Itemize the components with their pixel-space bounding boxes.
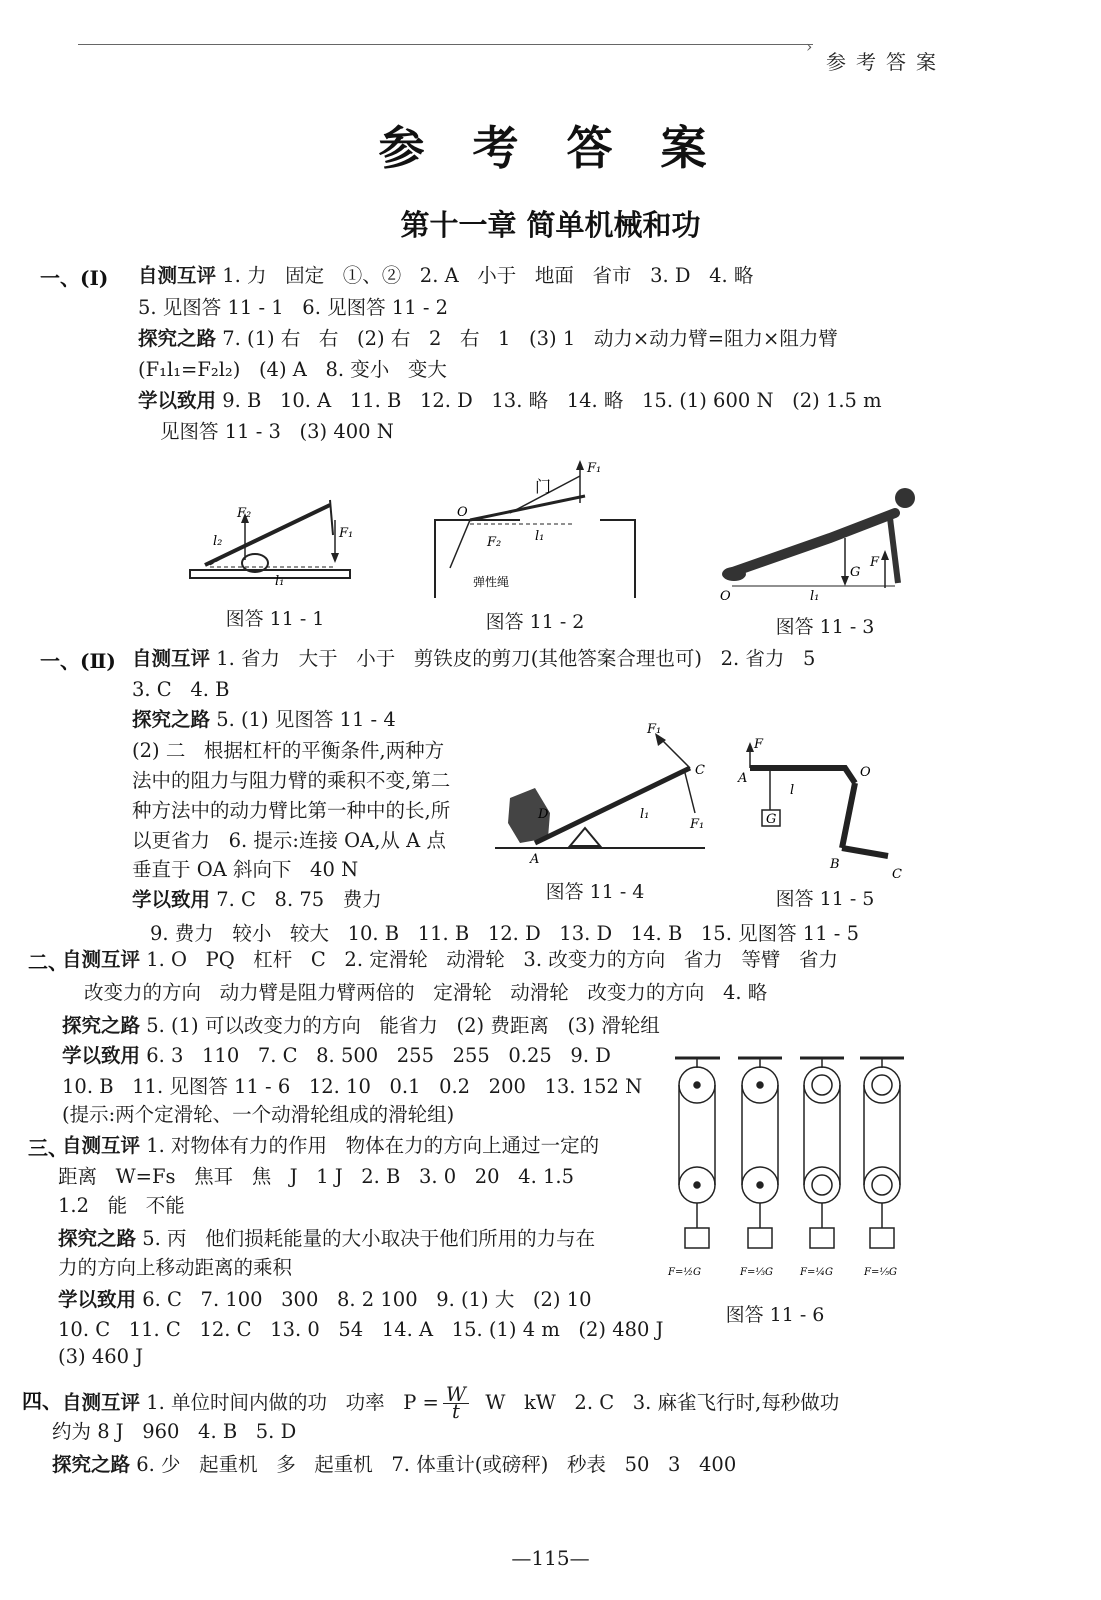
s2-line6: (提示:两个定滑轮、一个动滑轮组成的滑轮组) [62, 1103, 455, 1126]
tag: 自测互评 [62, 1134, 141, 1157]
power-fraction [443, 1383, 469, 1423]
s4-line1 [62, 1383, 840, 1423]
s1a-line1 [138, 264, 753, 288]
tag: 自测互评 [132, 647, 211, 670]
text: 1. O PQ 杠杆 C 2. 定滑轮 动滑轮 3. 改变力的方向 省力 等臂 省力 [140, 948, 838, 971]
page-number: —115— [511, 1546, 590, 1570]
caption-11-3: 图答 11 - 3 [775, 616, 875, 638]
figure-11-1 [185, 475, 355, 600]
svg-text:F₁: F₁ [647, 722, 662, 737]
tag: 探究之路 [138, 327, 217, 350]
figure-11-5 [730, 738, 910, 883]
page-title: 参 考 答 案 [378, 121, 723, 175]
section-label-2: 二、 [28, 950, 68, 974]
tag: 学以致用 [132, 888, 211, 911]
tag: 自测互评 [62, 1391, 141, 1414]
s3-line2: 距离 W=Fs 焦耳 焦 J 1 J 2. B 3. 0 20 4. 1.5 [58, 1165, 574, 1188]
spring-label: 弹性绳 [473, 575, 510, 589]
tag: 学以致用 [138, 389, 217, 412]
text: 7. (1) 右 右 (2) 右 2 右 1 (3) 1 动力×动力臂=阻力×阻力臂 [216, 327, 838, 350]
section-label-1a: 一、(Ⅰ) [40, 266, 109, 290]
pulley-label-2: F=⅓G [740, 1267, 773, 1278]
s1b-line5: 法中的阻力与阻力臂的乘积不变,第二 [132, 769, 451, 792]
s1a-line4: (F₁l₁=F₂l₂) (4) A 8. 变小 变大 [138, 358, 447, 381]
caption-11-4: 图答 11 - 4 [545, 881, 645, 903]
text: 1. 省力 大于 小于 剪铁皮的剪刀(其他答案合理也可) 2. 省力 5 [210, 647, 816, 670]
caption-11-5: 图答 11 - 5 [775, 888, 875, 910]
caption-11-1: 图答 11 - 1 [225, 608, 325, 630]
s1b-line3 [132, 708, 396, 732]
text: 5. (1) 见图答 11 - 4 [210, 708, 396, 731]
s2-line1 [62, 948, 838, 972]
tag: 学以致用 [58, 1288, 137, 1311]
section-label-4: 四、 [22, 1389, 62, 1413]
s2-line5: 10. B 11. 见图答 11 - 6 12. 10 0.1 0.2 200 13. 152 N [62, 1075, 643, 1098]
s3-line8: (3) 460 J [58, 1345, 144, 1368]
header-arrow-icon: › [806, 37, 813, 56]
pulley-label-1: F=½G [668, 1267, 701, 1278]
text: 6. 3 110 7. C 8. 500 255 255 0.25 9. D [140, 1044, 611, 1067]
pulley-label-3: F=¼G [800, 1267, 833, 1278]
s1b-line9 [132, 888, 382, 912]
svg-text:F₁: F₁ [587, 461, 602, 476]
svg-text:O: O [457, 505, 468, 520]
svg-text:F₁: F₁ [690, 817, 705, 832]
svg-text:l₁: l₁ [535, 529, 545, 544]
s1b-line1 [132, 647, 815, 671]
svg-text:F₂: F₂ [237, 506, 252, 521]
text: 6. C 7. 100 300 8. 2 100 9. (1) 大 (2) 10 [136, 1288, 592, 1311]
svg-text:O: O [720, 589, 731, 603]
s1b-line2: 3. C 4. B [132, 678, 230, 701]
text: 1. 力 固定 ①、② 2. A 小于 地面 省市 3. D 4. 略 [216, 264, 754, 287]
s3-line4 [58, 1227, 595, 1251]
svg-text:l₂: l₂ [213, 534, 223, 549]
s3-line1 [62, 1134, 599, 1158]
figure-11-6 [660, 1050, 920, 1285]
figure-11-3 [710, 478, 920, 603]
svg-text:G: G [766, 812, 777, 827]
s1b-line7: 以更省力 6. 提示:连接 OA,从 A 点 [132, 829, 446, 852]
text: 9. B 10. A 11. B 12. D 13. 略 14. 略 15. (1) 600 N (2) 1.5 m [216, 389, 882, 412]
tag: 探究之路 [52, 1453, 131, 1476]
s1a-line5 [138, 389, 882, 413]
s4-line2: 约为 8 J 960 4. B 5. D [52, 1420, 297, 1443]
svg-text:F: F [870, 555, 880, 570]
text: W kW 2. C 3. 麻雀飞行时,每秒做功 [472, 1391, 840, 1414]
s2-line2: 改变力的方向 动力臂是阻力臂两倍的 定滑轮 动滑轮 改变力的方向 4. 略 [84, 981, 768, 1004]
s3-line6 [58, 1288, 592, 1312]
s3-line7: 10. C 11. C 12. C 13. 0 54 14. A 15. (1) 4 m (2) 480 J [58, 1318, 664, 1341]
header-text: 参考答案 [826, 50, 946, 74]
svg-text:l₁: l₁ [640, 807, 650, 822]
s1b-line10: 9. 费力 较小 较大 10. B 11. B 12. D 13. D 14. B 15. 见图答 11 - 5 [150, 922, 859, 945]
text: 1. 单位时间内做的功 功率 P = [140, 1391, 439, 1414]
svg-text:F₂: F₂ [487, 535, 502, 550]
tag: 自测互评 [138, 264, 217, 287]
svg-text:F: F [754, 738, 764, 752]
svg-text:l₁: l₁ [275, 574, 285, 589]
tag: 探究之路 [132, 708, 211, 731]
caption-11-6: 图答 11 - 6 [725, 1304, 825, 1326]
text: 1. 对物体有力的作用 物体在力的方向上通过一定的 [140, 1134, 600, 1157]
text: 7. C 8. 75 费力 [210, 888, 382, 911]
section-label-3: 三、 [28, 1136, 68, 1160]
pulley-label-4: F=⅕G [864, 1267, 897, 1278]
text: 5. (1) 可以改变力的方向 能省力 (2) 费距离 (3) 滑轮组 [140, 1014, 660, 1037]
chapter-title: 第十一章 简单机械和功 [400, 208, 701, 242]
s1a-line3 [138, 327, 838, 351]
s1b-line4: (2) 二 根据杠杆的平衡条件,两种方 [132, 739, 445, 762]
text: 5. 丙 他们损耗能量的大小取决于他们所用的力与在 [136, 1227, 596, 1250]
figure-11-2 [425, 458, 640, 603]
svg-text:D: D [538, 807, 549, 822]
tag: 学以致用 [62, 1044, 141, 1067]
svg-text:O: O [860, 765, 871, 780]
svg-text:C: C [695, 763, 705, 778]
caption-11-2: 图答 11 - 2 [485, 611, 585, 633]
fraction-denominator: t [451, 1400, 460, 1423]
svg-text:A: A [530, 852, 540, 867]
s1b-line6: 种方法中的动力臂比第一种中的长,所 [132, 799, 451, 822]
s1b-line8: 垂直于 OA 斜向下 40 N [132, 858, 359, 881]
svg-text:F₁: F₁ [339, 526, 354, 541]
door-label: 门 [535, 477, 552, 496]
svg-text:B: B [830, 857, 840, 872]
s4-line3 [52, 1453, 736, 1477]
svg-text:C: C [892, 867, 902, 882]
section-label-1b: 一、(Ⅱ) [40, 649, 116, 673]
s3-line3: 1.2 能 不能 [58, 1194, 185, 1217]
svg-text:G: G [850, 565, 861, 580]
svg-text:l: l [790, 783, 795, 798]
svg-text:A: A [738, 771, 748, 786]
tag: 自测互评 [62, 948, 141, 971]
text: 6. 少 起重机 多 起重机 7. 体重计(或磅秤) 秒表 50 3 400 [130, 1453, 737, 1476]
header-rule [78, 44, 813, 45]
s1a-line6: 见图答 11 - 3 (3) 400 N [160, 420, 394, 443]
figure-11-4 [490, 718, 710, 868]
tag: 探究之路 [62, 1014, 141, 1037]
s3-line5: 力的方向上移动距离的乘积 [58, 1256, 293, 1279]
fraction-numerator: W [443, 1387, 469, 1404]
svg-text:l₁: l₁ [810, 589, 820, 603]
s2-line4 [62, 1044, 611, 1068]
s1a-line2: 5. 见图答 11 - 1 6. 见图答 11 - 2 [138, 296, 449, 319]
tag: 探究之路 [58, 1227, 137, 1250]
s2-line3 [62, 1014, 660, 1038]
